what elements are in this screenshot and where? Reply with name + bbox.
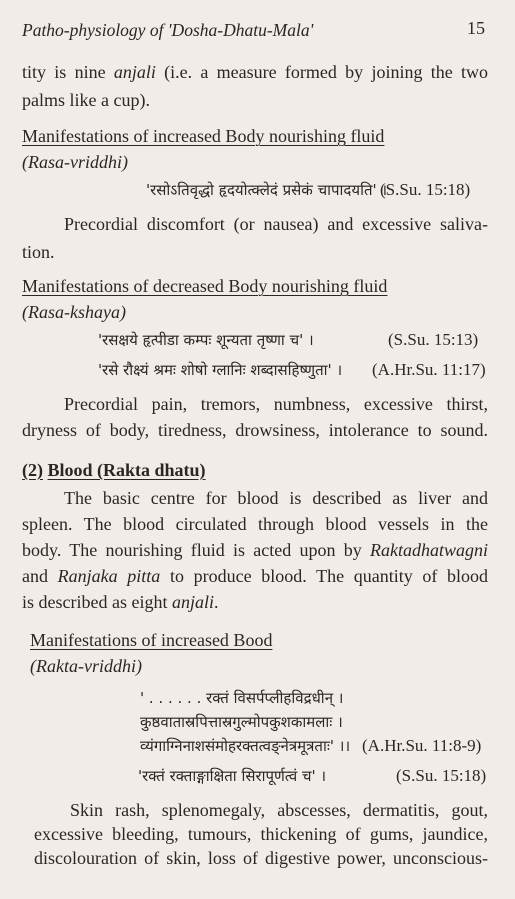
verse-rasa-kshaya-2: 'रसे रौक्ष्यं श्रमः शोषो ग्लानिः शब्दासहिष्णुता' । xyxy=(98,361,343,379)
blood-text-line-5: is described as eight anjali. xyxy=(22,592,219,612)
reference-rakta-vriddhi-2: (S.Su. 15:18) xyxy=(396,766,487,785)
section-heading-rakta-vriddhi: Manifestations of increased Bood xyxy=(30,630,273,650)
rasa-vriddhi-text-line-2: tion. xyxy=(22,242,55,262)
intro-line-1: tity is nine anjali (i.e. a measure formed by joining the two xyxy=(22,62,488,82)
intro-line-2: palms like a cup). xyxy=(22,90,150,110)
reference-rasa-vriddhi: (S.Su. 15:18) xyxy=(380,180,471,199)
verse-rakta-vriddhi-2: कुष्ठवातास्रपित्तास्रगुल्मोपकुशकामलाः । xyxy=(140,713,343,731)
rakta-vriddhi-text-line-3: discolouration of skin, loss of digestive power, unconscious- xyxy=(34,848,488,868)
reference-rakta-vriddhi-1: (A.Hr.Su. 11:8-9) xyxy=(362,736,482,755)
rakta-vriddhi-text-line-1: Skin rash, splenomegaly, abscesses, dermatitis, gout, xyxy=(70,800,488,820)
reference-rasa-kshaya-2: (A.Hr.Su. 11:17) xyxy=(372,360,486,379)
page-number: 15 xyxy=(467,18,485,38)
rasa-kshaya-text-line-2: dryness of body, tiredness, drowsiness, intolerance to sound. xyxy=(22,420,488,440)
section-heading-rasa-kshaya: Manifestations of decreased Body nourishing fluid xyxy=(22,276,388,296)
rasa-vriddhi-text-line-1: Precordial discomfort (or nausea) and excessive saliva- xyxy=(64,214,488,234)
verse-rakta-vriddhi-3: व्यंगाग्निनाशसंमोहरक्तत्वङ्नेत्रमूत्रताः' ।। xyxy=(140,737,351,755)
blood-text-line-2: spleen. The blood circulated through blood vessels in the xyxy=(22,514,488,534)
verse-rakta-vriddhi-4: 'रक्तं रक्ताङ्गाक्षिता सिरापूर्णत्वं च' । xyxy=(138,767,327,785)
section-heading-rasa-vriddhi: Manifestations of increased Body nourishing fluid xyxy=(22,126,385,146)
blood-text-line-1: The basic centre for blood is described as liver and xyxy=(64,488,488,508)
verse-rasa-vriddhi: 'रसोऽतिवृद्धो हृदयोत्क्लेदं प्रसेकं चापादयति' । xyxy=(146,181,388,199)
subheading-rasa-vriddhi: (Rasa-vriddhi) xyxy=(22,152,128,172)
reference-rasa-kshaya-1: (S.Su. 15:13) xyxy=(388,330,479,349)
rakta-vriddhi-text-line-2: excessive bleeding, tumours, thickening of gums, jaundice, xyxy=(34,824,488,844)
verse-rakta-vriddhi-1: ' . . . . . . रक्तं विसर्पप्लीहविद्रधीन् । xyxy=(140,689,344,707)
running-header-title: Patho-physiology of 'Dosha-Dhatu-Mala' xyxy=(22,20,314,40)
blood-text-line-4: and Ranjaka pitta to produce blood. The quantity of blood xyxy=(22,566,489,586)
subheading-rasa-kshaya: (Rasa-kshaya) xyxy=(22,302,126,322)
blood-text-line-3: body. The nourishing fluid is acted upon by Raktadhatwagni xyxy=(22,540,488,560)
verse-rasa-kshaya-1: 'रसक्षये हृत्पीडा कम्पः शून्यता तृष्णा च' । xyxy=(98,331,314,349)
rasa-kshaya-text-line-1: Precordial pain, tremors, numbness, excessive thirst, xyxy=(64,394,488,414)
subheading-rakta-vriddhi: (Rakta-vriddhi) xyxy=(30,656,142,676)
section-heading-blood: (2) Blood (Rakta dhatu) xyxy=(22,460,206,480)
